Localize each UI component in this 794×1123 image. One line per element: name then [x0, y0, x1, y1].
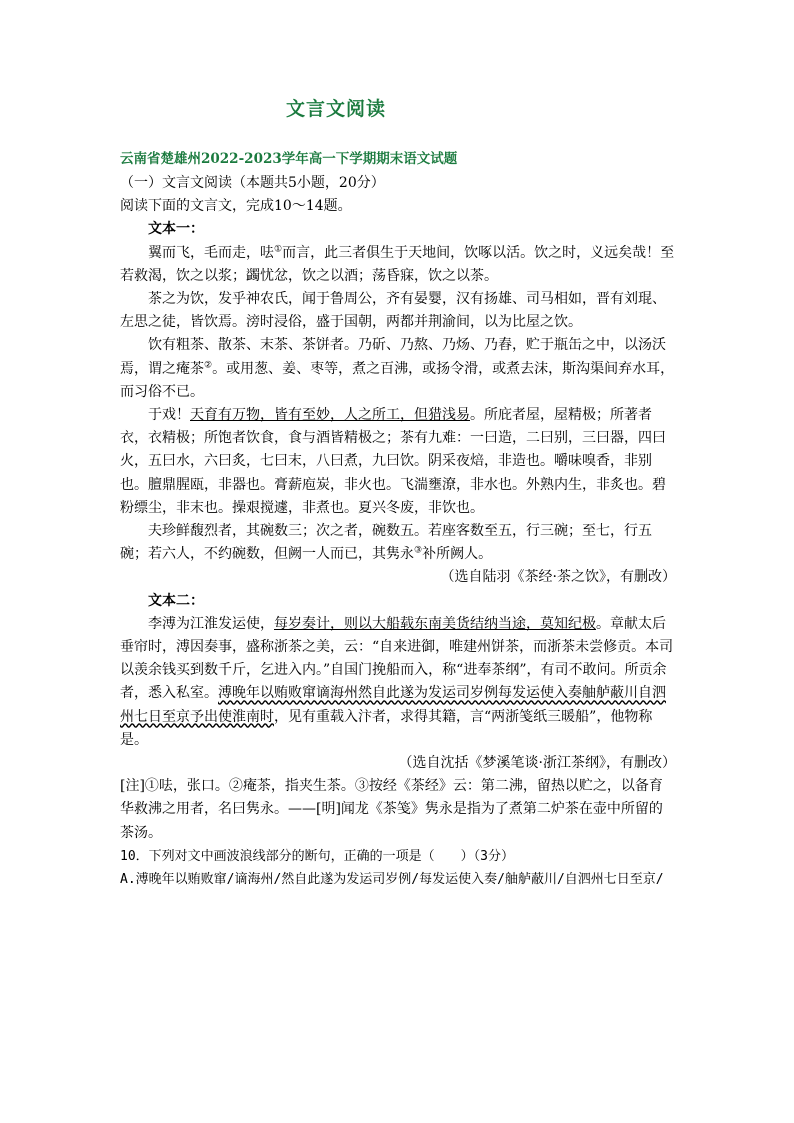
p5-part-b: 补所阙人。 — [422, 546, 493, 563]
citation-1: （选自陆羽《茶经·茶之饮》，有删改） — [440, 569, 676, 586]
p3-part-a: 饮有粗茶、散茶、末茶、茶饼者。乃斫、乃熬、乃炀、乃舂，贮于瓶缶之中，以汤沃焉，谓之痷茶 — [120, 337, 666, 377]
paragraph-6 — [120, 613, 676, 752]
underlined-sentence-2: 每岁奏计，则以大船载东南美货结纳当途，莫知纪极 — [274, 615, 596, 632]
p6-part-a: 李溥为江淮发运使， — [148, 615, 274, 632]
underlined-sentence-1: 天育有万物，皆有至妙，人之所工，但猎浅易 — [190, 407, 470, 424]
annotations: [注]①呿，张口。②痷茶，指夹生茶。③按经《茶经》云：第二沸，留热以贮之，以备育华救沸之用者，名曰隽永。——[明]闻龙《茶笺》隽永是指为了煮第二炉茶在壶中所留的茶汤。 — [120, 778, 663, 841]
exam-source: 云南省楚雄州2022-2023学年高一下学期期末语文试题 — [120, 151, 458, 167]
p3-part-b: 。或用葱、姜、枣等，煮之百沸，或扬令滑，或煮去沫，斯沟渠间弃水耳，而习俗不已。 — [120, 360, 675, 400]
p6-part-b: 。章献太后垂帘时，溥因奏事，盛称浙茶之美，云：“自来进御，唯建州饼茶，而浙茶未尝修贡。本司以羡余钱买到数千斤，乞进入内。”自国门挽船而入，称“进奉茶纲”，有司不敢问。所贡余者，悉入私室。 — [120, 615, 674, 702]
paragraph-3 — [120, 334, 676, 404]
footnote-mark-2: ② — [204, 359, 213, 370]
paragraph-1 — [120, 242, 676, 288]
text2-label: 文本二： — [148, 592, 204, 609]
document-body — [120, 172, 676, 891]
p4-part-b: 。所庇者屋，屋精极；所著者衣，衣精极；所饱者饮食，食与酒皆精极之；茶有九难：一曰造，二曰别，三曰器，四曰火，五曰水，六曰炙，七曰末，八曰煮，九曰饮。阴采夜焙，非造也。嚼味嗅香，非别也。膻鼎腥瓯，非器也。膏薪庖炭，非火也。飞湍壅潦，非水也。外熟内生，非炙也。碧粉缥尘，非末也。操艰搅遽，非煮也。夏兴冬废，非饮也。 — [120, 407, 666, 516]
paragraph-2: 茶之为饮，发乎神农氏，闻于鲁周公，齐有晏婴，汉有扬雄、司马相如，晋有刘琨、左思之徒，皆饮焉。滂时浸俗，盛于国朝，两都并荆渝间，以为比屋之饮。 — [120, 291, 666, 331]
paragraph-4 — [120, 404, 676, 520]
footnote-mark-1: ① — [274, 243, 283, 254]
footnote-mark-3: ③ — [414, 545, 423, 556]
page-title: 文言文阅读 — [285, 98, 386, 120]
instruction: 阅读下面的文言文，完成10～14题。 — [120, 198, 352, 215]
section-header: （一）文言文阅读（本题共5小题，20分） — [120, 175, 385, 191]
wavy-underlined-passage: 溥晚年以贿败窜谪海州然自此遂为发运司岁例每发运使入奏舳舻蔽川自泗州七日至京予出使淮南时 — [120, 685, 666, 725]
p1-part-a: 翼而飞，毛而走，呿 — [148, 244, 274, 261]
question-10: 10．下列对文中画波浪线部分的断句，正确的一项是（ ）（3分） — [120, 848, 514, 864]
p5-part-a: 夫珍鲜馥烈者，其碗数三；次之者，碗数五。若座客数至五，行三碗；至七，行五碗；若六人，不约碗数，但阙一人而已，其隽永 — [120, 523, 652, 563]
p4-part-a: 于戏！ — [148, 407, 190, 424]
p1-part-b: 而言，此三者俱生于天地间，饮啄以活。饮之时，义远矣哉！至若救渴，饮之以浆；蠲忧忿，饮之以酒；荡昏寐，饮之以茶。 — [120, 244, 675, 284]
question-10-option-a: A.溥晚年以贿败窜/谪海州/然自此遂为发运司岁例/每发运使入奏/舳舻蔽川/自泗州七日至京/ — [120, 872, 664, 888]
p6-part-c: ，见有重载入汴者，求得其籍，言“两浙笺纸三暖船”，他物称是。 — [120, 708, 653, 748]
paragraph-5 — [120, 520, 676, 566]
text1-label: 文本一： — [148, 221, 204, 238]
citation-2: （选自沈括《梦溪笔谈·浙江茶纲》，有删改） — [398, 755, 676, 772]
